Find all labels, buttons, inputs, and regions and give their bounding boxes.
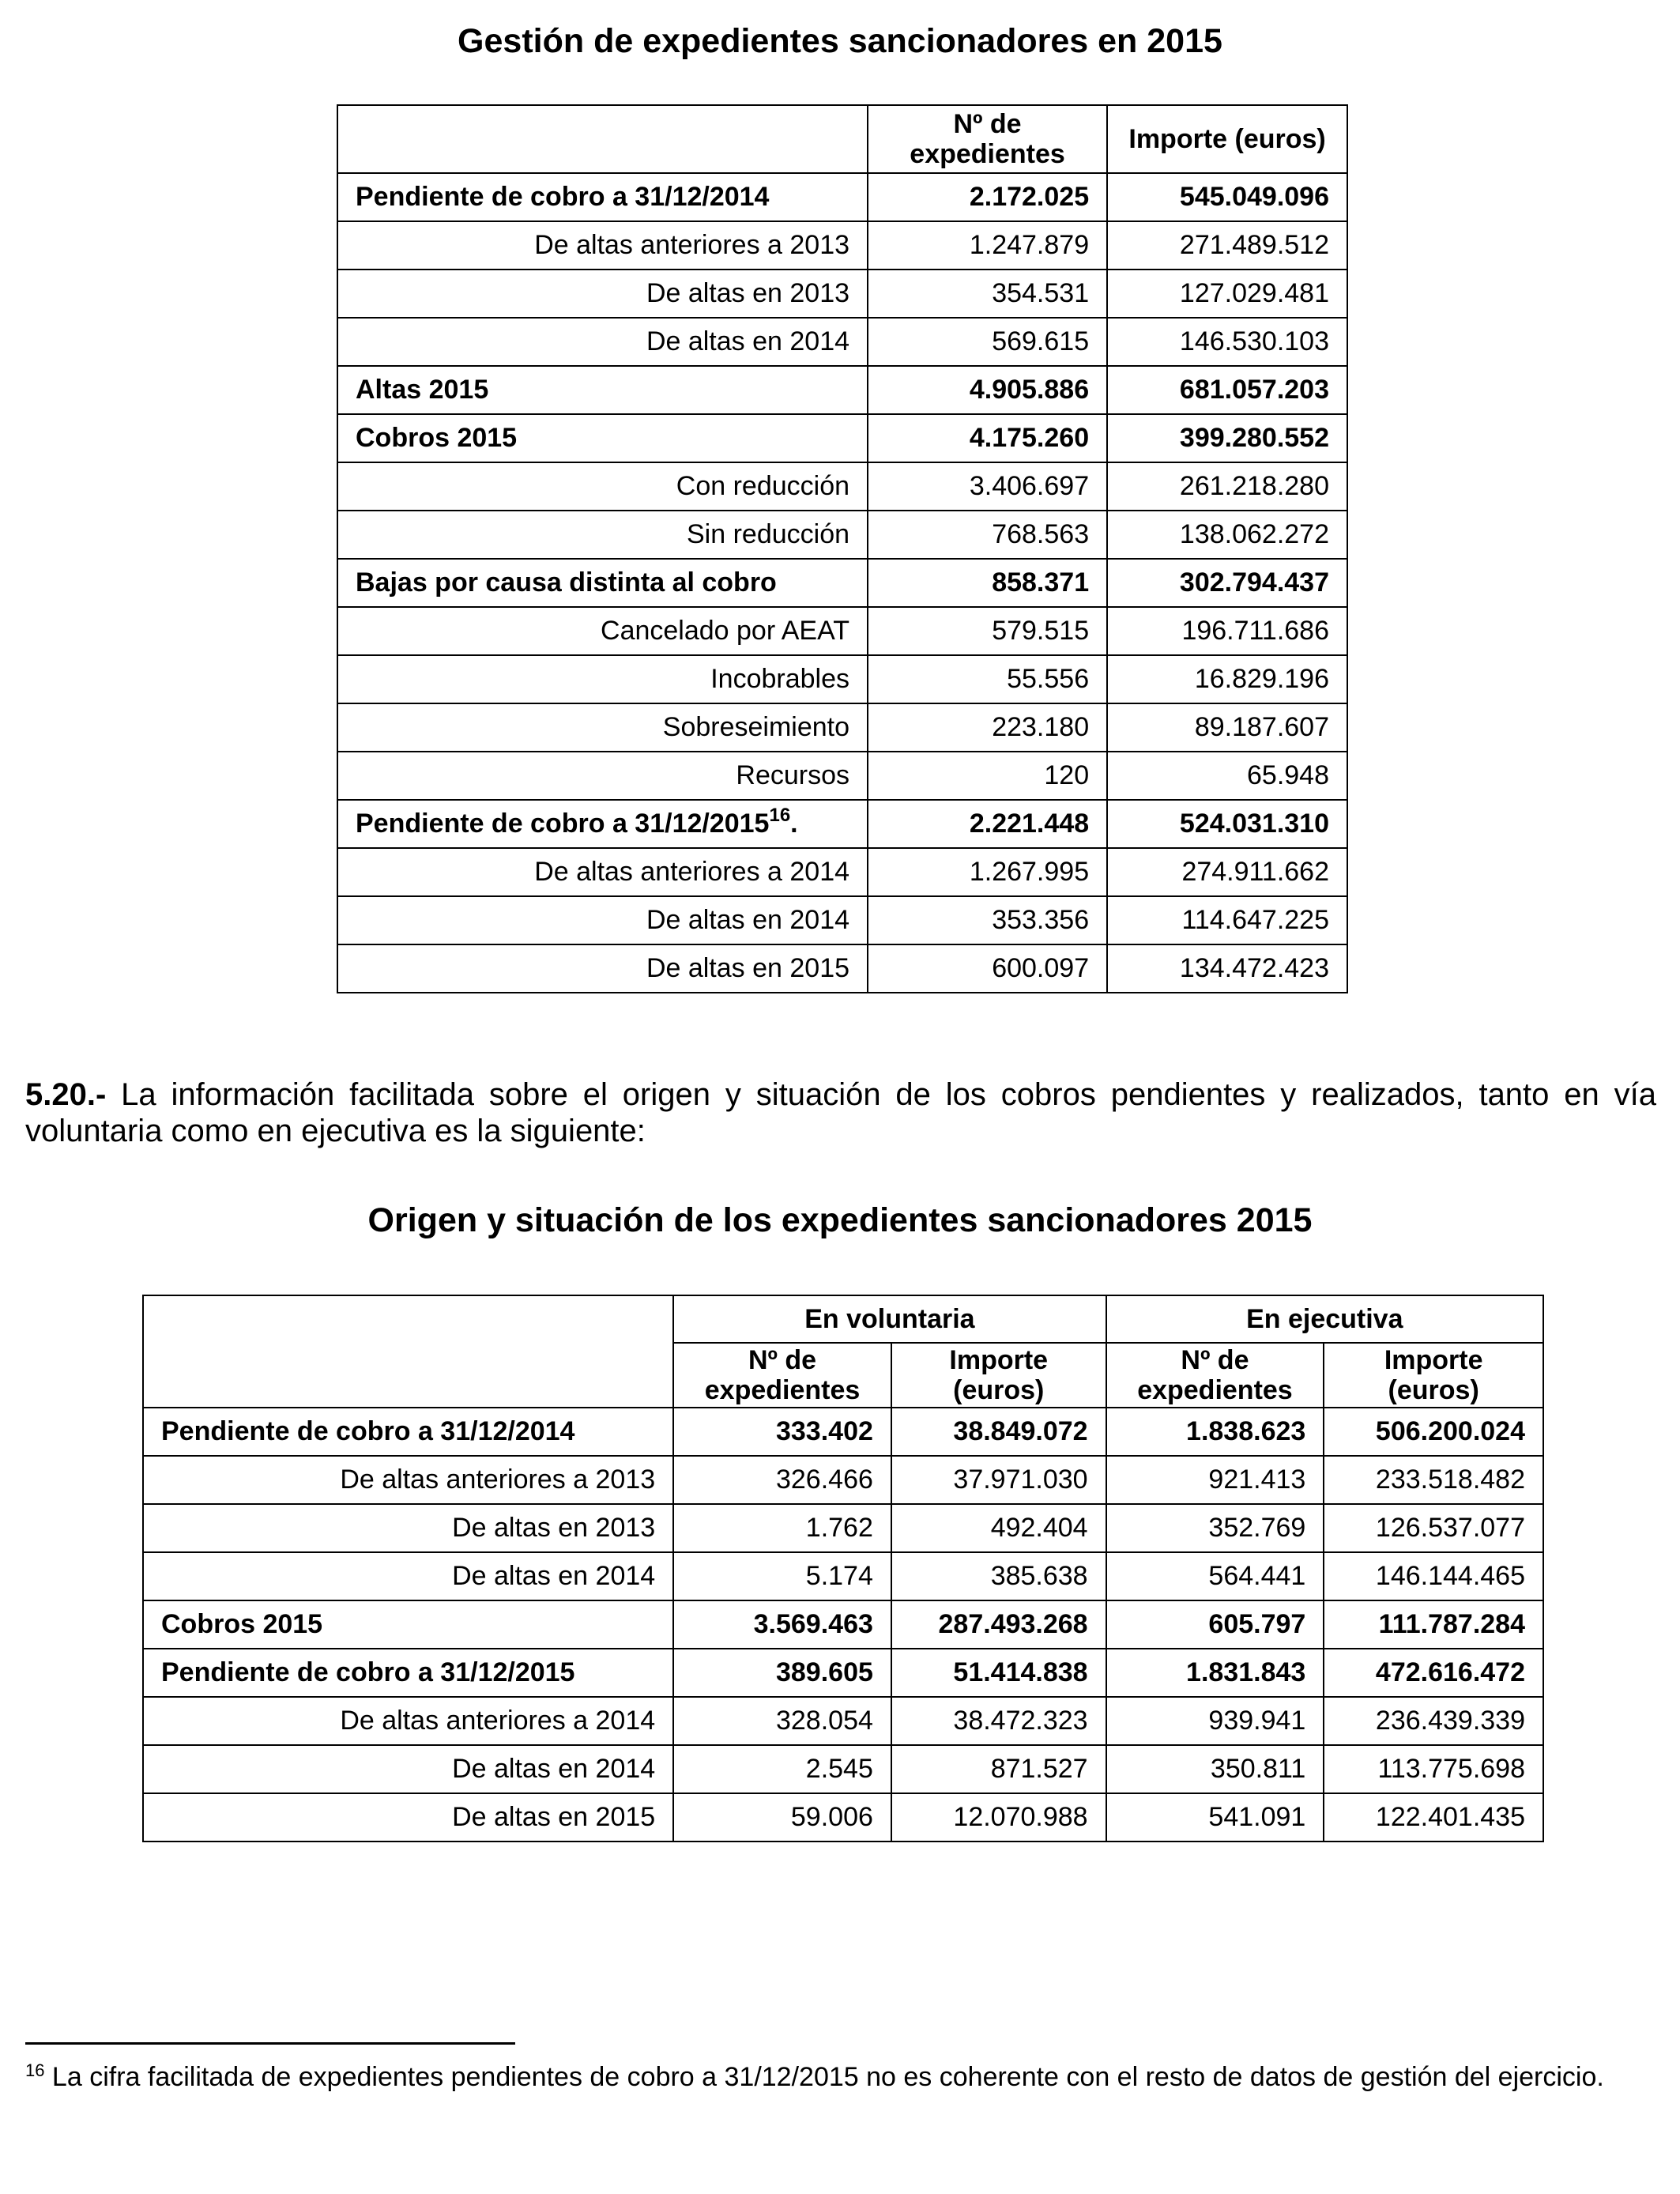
table-row xyxy=(337,752,1347,800)
row-label: Pendiente de cobro a 31/12/2014 xyxy=(337,173,868,221)
cell-importe: 524.031.310 xyxy=(1107,800,1347,848)
cell-voluntaria-importe: 12.070.988 xyxy=(891,1793,1106,1842)
cell-importe: 302.794.437 xyxy=(1107,559,1347,607)
header-ejecutiva-importe: Importe (euros) xyxy=(1324,1343,1543,1408)
cell-importe: 138.062.272 xyxy=(1107,511,1347,559)
table-row xyxy=(337,848,1347,896)
cell-ejecutiva-num: 939.941 xyxy=(1106,1697,1324,1745)
cell-voluntaria-num: 5.174 xyxy=(673,1552,891,1600)
row-label: Cancelado por AEAT xyxy=(337,607,868,655)
table-row xyxy=(337,414,1347,462)
cell-voluntaria-importe: 492.404 xyxy=(891,1504,1106,1552)
cell-importe: 127.029.481 xyxy=(1107,270,1347,318)
cell-voluntaria-num: 2.545 xyxy=(673,1745,891,1793)
cell-importe: 134.472.423 xyxy=(1107,944,1347,993)
paragraph-number: 5.20.- xyxy=(25,1077,107,1112)
table2-title: Origen y situación de los expedientes sancionadores 2015 xyxy=(367,1201,1313,1239)
cell-num-expedientes: 354.531 xyxy=(868,270,1107,318)
cell-ejecutiva-num: 541.091 xyxy=(1106,1793,1324,1842)
table-row xyxy=(337,318,1347,366)
cell-ejecutiva-importe: 506.200.024 xyxy=(1324,1408,1543,1456)
row-label: Sobreseimiento xyxy=(337,703,868,752)
table-row xyxy=(337,559,1347,607)
header-ejecutiva-num: Nº de expedientes xyxy=(1106,1343,1324,1408)
row-label: Cobros 2015 xyxy=(337,414,868,462)
cell-voluntaria-num: 1.762 xyxy=(673,1504,891,1552)
header-num-expedientes: Nº de expedientes xyxy=(868,105,1107,173)
cell-num-expedientes: 2.172.025 xyxy=(868,173,1107,221)
header-voluntaria-num: Nº de expedientes xyxy=(673,1343,891,1408)
cell-ejecutiva-importe: 111.787.284 xyxy=(1324,1600,1543,1649)
table-row xyxy=(143,1745,1543,1793)
table-row xyxy=(337,511,1347,559)
table-row xyxy=(337,655,1347,703)
footnote-text: La cifra facilitada de expedientes pendientes de cobro a 31/12/2015 no es coherente con el resto de datos de gestión del ejercicio. xyxy=(44,2062,1604,2092)
cell-num-expedientes: 55.556 xyxy=(868,655,1107,703)
header-importe: Importe (euros) xyxy=(1107,105,1347,173)
row-label: De altas en 2014 xyxy=(143,1552,673,1600)
table-row xyxy=(143,1408,1543,1456)
table-row xyxy=(337,270,1347,318)
cell-importe: 399.280.552 xyxy=(1107,414,1347,462)
row-label: De altas en 2014 xyxy=(143,1745,673,1793)
cell-importe: 114.647.225 xyxy=(1107,896,1347,944)
cell-importe: 681.057.203 xyxy=(1107,366,1347,414)
table1-title: Gestión de expedientes sancionadores en 2015 xyxy=(458,22,1222,60)
cell-voluntaria-num: 328.054 xyxy=(673,1697,891,1745)
row-label: Pendiente de cobro a 31/12/2015 xyxy=(143,1649,673,1697)
cell-voluntaria-importe: 385.638 xyxy=(891,1552,1106,1600)
table-row xyxy=(337,462,1347,511)
row-label: De altas anteriores a 2014 xyxy=(143,1697,673,1745)
row-label: De altas anteriores a 2013 xyxy=(337,221,868,270)
cell-voluntaria-importe: 871.527 xyxy=(891,1745,1106,1793)
table-row xyxy=(337,703,1347,752)
row-label: Pendiente de cobro a 31/12/2014 xyxy=(143,1408,673,1456)
cell-num-expedientes: 120 xyxy=(868,752,1107,800)
cell-ejecutiva-num: 352.769 xyxy=(1106,1504,1324,1552)
cell-num-expedientes: 579.515 xyxy=(868,607,1107,655)
cell-importe: 271.489.512 xyxy=(1107,221,1347,270)
cell-importe: 89.187.607 xyxy=(1107,703,1347,752)
footnote xyxy=(25,2060,1656,2094)
table-row xyxy=(337,173,1347,221)
sanctions-management-table xyxy=(337,104,1348,993)
row-label: De altas en 2015 xyxy=(143,1793,673,1842)
row-label: Cobros 2015 xyxy=(143,1600,673,1649)
row-label: De altas anteriores a 2013 xyxy=(143,1456,673,1504)
cell-num-expedientes: 768.563 xyxy=(868,511,1107,559)
row-label: De altas en 2014 xyxy=(337,896,868,944)
cell-importe: 65.948 xyxy=(1107,752,1347,800)
row-label: Con reducción xyxy=(337,462,868,511)
cell-ejecutiva-num: 1.838.623 xyxy=(1106,1408,1324,1456)
cell-ejecutiva-importe: 233.518.482 xyxy=(1324,1456,1543,1504)
cell-voluntaria-importe: 38.849.072 xyxy=(891,1408,1106,1456)
table-header-row xyxy=(337,105,1347,173)
paragraph-5-20 xyxy=(25,1076,1656,1149)
row-label: Incobrables xyxy=(337,655,868,703)
footnote-mark: 16 xyxy=(25,2060,45,2080)
header-blank xyxy=(143,1295,673,1408)
row-label: Altas 2015 xyxy=(337,366,868,414)
header-blank xyxy=(337,105,868,173)
cell-num-expedientes: 600.097 xyxy=(868,944,1107,993)
cell-num-expedientes: 858.371 xyxy=(868,559,1107,607)
cell-num-expedientes: 569.615 xyxy=(868,318,1107,366)
row-label: Sin reducción xyxy=(337,511,868,559)
cell-num-expedientes: 223.180 xyxy=(868,703,1107,752)
cell-ejecutiva-importe: 236.439.339 xyxy=(1324,1697,1543,1745)
table-row xyxy=(143,1504,1543,1552)
row-label: De altas en 2013 xyxy=(143,1504,673,1552)
cell-ejecutiva-importe: 472.616.472 xyxy=(1324,1649,1543,1697)
cell-ejecutiva-importe: 122.401.435 xyxy=(1324,1793,1543,1842)
cell-voluntaria-num: 3.569.463 xyxy=(673,1600,891,1649)
cell-ejecutiva-num: 1.831.843 xyxy=(1106,1649,1324,1697)
row-label: De altas en 2014 xyxy=(337,318,868,366)
cell-ejecutiva-num: 921.413 xyxy=(1106,1456,1324,1504)
cell-importe: 16.829.196 xyxy=(1107,655,1347,703)
table-row xyxy=(337,896,1347,944)
row-label: Recursos xyxy=(337,752,868,800)
cell-voluntaria-importe: 287.493.268 xyxy=(891,1600,1106,1649)
cell-voluntaria-importe: 51.414.838 xyxy=(891,1649,1106,1697)
table-row xyxy=(143,1552,1543,1600)
cell-ejecutiva-num: 564.441 xyxy=(1106,1552,1324,1600)
table-row xyxy=(143,1600,1543,1649)
row-label: De altas en 2013 xyxy=(337,270,868,318)
row-label: De altas anteriores a 2014 xyxy=(337,848,868,896)
footnote-divider xyxy=(25,2042,515,2045)
table-row xyxy=(337,944,1347,993)
cell-importe: 274.911.662 xyxy=(1107,848,1347,896)
cell-num-expedientes: 1.247.879 xyxy=(868,221,1107,270)
table-row xyxy=(143,1697,1543,1745)
cell-num-expedientes: 2.221.448 xyxy=(868,800,1107,848)
table-row xyxy=(337,800,1347,848)
cell-ejecutiva-importe: 126.537.077 xyxy=(1324,1504,1543,1552)
table-group-header-row xyxy=(143,1295,1543,1343)
cell-num-expedientes: 353.356 xyxy=(868,896,1107,944)
cell-importe: 545.049.096 xyxy=(1107,173,1347,221)
cell-ejecutiva-importe: 113.775.698 xyxy=(1324,1745,1543,1793)
header-en-voluntaria: En voluntaria xyxy=(673,1295,1106,1343)
cell-ejecutiva-importe: 146.144.465 xyxy=(1324,1552,1543,1600)
header-voluntaria-importe: Importe (euros) xyxy=(891,1343,1106,1408)
row-label: Pendiente de cobro a 31/12/2015$^{16}$. xyxy=(337,800,868,848)
cell-voluntaria-num: 326.466 xyxy=(673,1456,891,1504)
cell-voluntaria-num: 389.605 xyxy=(673,1649,891,1697)
cell-voluntaria-importe: 38.472.323 xyxy=(891,1697,1106,1745)
table-row xyxy=(337,366,1347,414)
table-row xyxy=(337,221,1347,270)
row-label: De altas en 2015 xyxy=(337,944,868,993)
cell-voluntaria-importe: 37.971.030 xyxy=(891,1456,1106,1504)
sanctions-origin-table xyxy=(142,1295,1544,1842)
table-row xyxy=(143,1649,1543,1697)
cell-importe: 261.218.280 xyxy=(1107,462,1347,511)
cell-ejecutiva-num: 350.811 xyxy=(1106,1745,1324,1793)
row-label: Bajas por causa distinta al cobro xyxy=(337,559,868,607)
table-row xyxy=(337,607,1347,655)
cell-ejecutiva-num: 605.797 xyxy=(1106,1600,1324,1649)
cell-voluntaria-num: 59.006 xyxy=(673,1793,891,1842)
cell-voluntaria-num: 333.402 xyxy=(673,1408,891,1456)
header-en-ejecutiva: En ejecutiva xyxy=(1106,1295,1543,1343)
cell-importe: 196.711.686 xyxy=(1107,607,1347,655)
table-row xyxy=(143,1793,1543,1842)
table-row xyxy=(143,1456,1543,1504)
cell-importe: 146.530.103 xyxy=(1107,318,1347,366)
paragraph-text: La información facilitada sobre el origen y situación de los cobros pendientes y realizados, tanto en vía voluntaria como en ejecutiva es la siguiente: xyxy=(25,1077,1656,1148)
cell-num-expedientes: 4.905.886 xyxy=(868,366,1107,414)
cell-num-expedientes: 4.175.260 xyxy=(868,414,1107,462)
cell-num-expedientes: 3.406.697 xyxy=(868,462,1107,511)
cell-num-expedientes: 1.267.995 xyxy=(868,848,1107,896)
footnote-ref: 16 xyxy=(769,805,791,826)
